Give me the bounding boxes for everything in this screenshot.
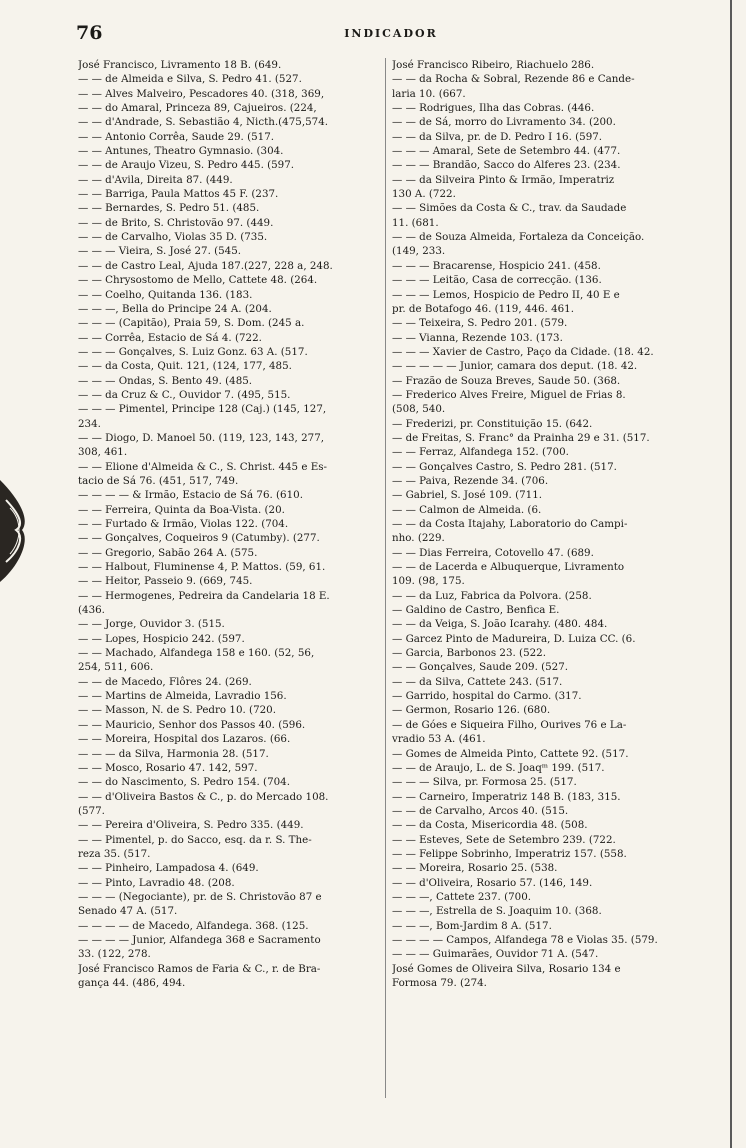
directory-entry-line: — — Paiva, Rezende 34. (706. bbox=[392, 474, 549, 487]
directory-entry-line: nho. (229. bbox=[392, 532, 445, 545]
directory-entry-line: — — — — — Junior, camara dos deput. (18. 42. bbox=[392, 360, 638, 373]
directory-entry-line: — — — da Silva, Harmonia 28. (517. bbox=[78, 747, 269, 760]
directory-entry-line: — Frederico Alves Freire, Miguel de Frias 8. bbox=[392, 388, 626, 401]
directory-entry-line: — — de Macedo, Flôres 24. (269. bbox=[78, 675, 252, 688]
directory-entry-line: — — Rodrigues, Ilha das Cobras. (446. bbox=[392, 102, 595, 115]
directory-entry-line: — — Teixeira, S. Pedro 201. (579. bbox=[392, 317, 568, 330]
directory-entry-line: — — — Silva, pr. Formosa 25. (517. bbox=[392, 776, 577, 789]
directory-entry-line: — — Halbout, Fluminense 4, P. Mattos. (59, 61. bbox=[78, 561, 326, 574]
directory-entry-line: — — — — & Irmão, Estacio de Sá 76. (610. bbox=[78, 489, 303, 502]
directory-entry-line: — — Corrêa, Estacio de Sá 4. (722. bbox=[78, 331, 262, 344]
directory-entry-line: — — —, Cattete 237. (700. bbox=[392, 890, 532, 903]
directory-entry-line: — — Antunes, Theatro Gymnasio. (304. bbox=[78, 145, 284, 158]
directory-entry-line: — — Pinto, Lavradio 48. (208. bbox=[78, 876, 235, 889]
directory-entry-line: — Garcia, Barbonos 23. (522. bbox=[392, 647, 547, 660]
directory-entry-line: — — Furtado & Irmão, Violas 122. (704. bbox=[78, 518, 289, 530]
directory-entry-line: laria 10. (667. bbox=[392, 87, 466, 100]
directory-entry-line: 33. (122, 278. bbox=[78, 948, 151, 961]
directory-entry-line: — — de Carvalho, Arcos 40. (515. bbox=[392, 804, 569, 817]
directory-entry-line: — — do Nascimento, S. Pedro 154. (704. bbox=[78, 776, 290, 789]
directory-entry-line: — — — Amaral, Sete de Setembro 44. (477. bbox=[392, 145, 621, 158]
directory-entry-line: José Francisco Ribeiro, Riachuelo 286. bbox=[392, 59, 595, 71]
directory-entry-line: reza 35. (517. bbox=[78, 847, 151, 860]
page-number: 76 bbox=[76, 22, 103, 44]
directory-entry-line: — — — Ondas, S. Bento 49. (485. bbox=[78, 374, 253, 387]
directory-entry-line: (149, 233. bbox=[392, 245, 446, 258]
directory-entry-line: (436. bbox=[78, 604, 105, 617]
directory-entry-line: — — — Lemos, Hospicio de Pedro II, 40 E e bbox=[392, 288, 620, 301]
directory-entry-line: — — — (Negociante), pr. de S. Christovão 87 e bbox=[78, 890, 322, 903]
directory-entry-line: — — — Xavier de Castro, Paço da Cidade. (18. 42. bbox=[392, 345, 654, 358]
directory-entry-line: — — d'Andrade, S. Sebastião 4, Nicth.(475,574. bbox=[78, 116, 329, 129]
directory-entry-line: — — de Araujo Vizeu, S. Pedro 445. (597. bbox=[78, 159, 295, 172]
directory-entry-line: — — Machado, Alfandega 158 e 160. (52, 56, bbox=[78, 647, 315, 660]
directory-entry-line: — — de Souza Almeida, Fortaleza da Conceição. bbox=[392, 231, 645, 244]
directory-entry-line: — — da Costa Itajahy, Laboratorio do Campi- bbox=[392, 518, 628, 530]
directory-entry-line: — — Pinheiro, Lampadosa 4. (649. bbox=[78, 862, 259, 875]
directory-entry-line: — — de Almeida e Silva, S. Pedro 41. (527. bbox=[78, 73, 302, 86]
directory-entry-line: — — Gonçalves, Saude 209. (527. bbox=[392, 661, 569, 674]
directory-entry-line: — — da Silva, Cattete 243. (517. bbox=[392, 675, 563, 688]
directory-entry-line: pr. de Botafogo 46. (119, 446. 461. bbox=[392, 302, 574, 315]
directory-entry-line: 308, 461. bbox=[78, 446, 128, 459]
right-column bbox=[392, 58, 718, 990]
directory-entry-line: — — da Rocha & Sobral, Rezende 86 e Cande- bbox=[392, 73, 635, 86]
directory-entry-line: — — da Silveira Pinto & Irmão, Imperatriz bbox=[392, 173, 615, 186]
directory-entry-line: — — — — Campos, Alfandega 78 e Violas 35. (579. bbox=[392, 933, 658, 946]
directory-entry-line: — — Gonçalves, Coqueiros 9 (Catumby). (277. bbox=[78, 532, 320, 545]
directory-entry-line: — — — Vieira, S. José 27. (545. bbox=[78, 245, 242, 258]
directory-entry-line: — — — (Capitão), Praia 59, S. Dom. (245 a. bbox=[78, 317, 305, 330]
directory-entry-line: — — d'Oliveira, Rosario 57. (146, 149. bbox=[392, 876, 593, 889]
directory-entry-line: — — da Luz, Fabrica da Polvora. (258. bbox=[392, 589, 592, 602]
directory-entry-line: — — Diogo, D. Manoel 50. (119, 123, 143, 277, bbox=[78, 431, 325, 444]
directory-entry-line: — — Antonio Corrêa, Saude 29. (517. bbox=[78, 130, 275, 143]
directory-entry-line: — — Ferreira, Quinta da Boa-Vista. (20. bbox=[78, 503, 285, 516]
directory-entry-line: — — Moreira, Rosario 25. (538. bbox=[392, 862, 558, 875]
directory-entry-line: — Frederizi, pr. Constituição 15. (642. bbox=[392, 417, 593, 430]
directory-entry-line: — — Esteves, Sete de Setembro 239. (722. bbox=[392, 833, 616, 846]
directory-entry-line: vradio 53 A. (461. bbox=[392, 733, 486, 746]
directory-entry-line: — — — — de Macedo, Alfandega. 368. (125. bbox=[78, 919, 309, 932]
directory-entry-line: — — Jorge, Ouvidor 3. (515. bbox=[78, 618, 225, 631]
directory-entry-line: — — Simões da Costa & C., trav. da Saudade bbox=[392, 202, 627, 215]
directory-entry-line: — — de Sá, morro do Livramento 34. (200. bbox=[392, 116, 616, 129]
directory-entry-line: — — Gonçalves Castro, S. Pedro 281. (517. bbox=[392, 460, 617, 473]
directory-entry-line: — — d'Oliveira Bastos & C., p. do Mercado 108. bbox=[78, 790, 329, 803]
directory-entry-line: — Garcez Pinto de Madureira, D. Luiza CC. (6. bbox=[392, 632, 636, 645]
directory-entry-line: José Gomes de Oliveira Silva, Rosario 134 e bbox=[392, 962, 621, 975]
directory-entry-line: — — — Bracarense, Hospicio 241. (458. bbox=[392, 259, 601, 272]
directory-entry-line: 254, 511, 606. bbox=[78, 661, 154, 674]
directory-entry-line: — — —, Estrella de S. Joaquim 10. (368. bbox=[392, 905, 602, 918]
directory-entry-line: — Galdino de Castro, Benfica E. bbox=[392, 604, 560, 617]
directory-entry-line: — — — Brandão, Sacco do Alferes 23. (234. bbox=[392, 159, 621, 172]
directory-entry-line: — — da Costa, Quit. 121, (124, 177, 485. bbox=[78, 360, 292, 373]
directory-entry-line: tacio de Sá 76. (451, 517, 749. bbox=[78, 474, 239, 487]
directory-entry-line: — — Dias Ferreira, Cotovello 47. (689. bbox=[392, 546, 594, 559]
directory-entry-line: — Germon, Rosario 126. (680. bbox=[392, 704, 551, 717]
directory-entry-line: — — — Leitão, Casa de correcção. (136. bbox=[392, 274, 602, 287]
directory-entry-line: — — —, Bom-Jardim 8 A. (517. bbox=[392, 919, 552, 932]
directory-entry-line: — — de Castro Leal, Ajuda 187.(227, 228 a, 248. bbox=[78, 259, 333, 272]
directory-entry-line: — — de Brito, S. Christovão 97. (449. bbox=[78, 216, 274, 229]
page-title: INDICADOR bbox=[344, 27, 438, 40]
directory-entry-line: gança 44. (486, 494. bbox=[78, 977, 186, 989]
left-column bbox=[78, 58, 382, 990]
directory-entry-line: — — — Pimentel, Principe 128 (Caj.) (145, 127, bbox=[78, 403, 327, 416]
directory-entry-line: — — Heitor, Passeio 9. (669, 745. bbox=[78, 575, 253, 588]
directory-entry-line: — — Chrysostomo de Mello, Cattete 48. (264. bbox=[78, 274, 318, 287]
directory-entry-line: Formosa 79. (274. bbox=[392, 977, 487, 989]
directory-entry-line: 234. bbox=[78, 417, 101, 430]
page-edge-rule bbox=[730, 0, 732, 1148]
directory-entry-line: — — Hermogenes, Pedreira da Candelaria 18 E. bbox=[78, 589, 330, 602]
directory-entry-line: — — Vianna, Rezende 103. (173. bbox=[392, 331, 563, 344]
directory-entry-line: Senado 47 A. (517. bbox=[78, 905, 178, 918]
directory-entry-line: José Francisco, Livramento 18 B. (649. bbox=[78, 59, 282, 71]
directory-entry-line: — — Gregorio, Sabão 264 A. (575. bbox=[78, 546, 258, 559]
directory-entry-line: — — Moreira, Hospital dos Lazaros. (66. bbox=[78, 733, 291, 746]
directory-entry-line: — — — — Junior, Alfandega 368 e Sacramento bbox=[78, 933, 321, 946]
directory-entry-line: — — — Guimarães, Ouvidor 71 A. (547. bbox=[392, 948, 599, 961]
directory-entry-line: — — Ferraz, Alfandega 152. (700. bbox=[392, 446, 569, 459]
directory-entry-line: — — da Veiga, S. João Icarahy. (480. 484. bbox=[392, 618, 608, 631]
directory-entry-line: — — Martins de Almeida, Lavradio 156. bbox=[78, 690, 287, 703]
directory-entry-line: — Garrido, hospital do Carmo. (317. bbox=[392, 690, 582, 703]
directory-entry-line: — Frazão de Souza Breves, Saude 50. (368. bbox=[392, 374, 621, 387]
page-header bbox=[76, 22, 706, 44]
directory-entry-line: — — de Lacerda e Albuquerque, Livramento bbox=[392, 561, 625, 574]
directory-entry-line: — — da Cruz & C., Ouvidor 7. (495, 515. bbox=[78, 388, 291, 401]
directory-entry-line: — — do Amaral, Princeza 89, Cajueiros. (224, bbox=[78, 102, 317, 115]
directory-entry-line: — — d'Avila, Direita 87. (449. bbox=[78, 173, 233, 186]
directory-entry-line: — de Góes e Siqueira Filho, Ourives 76 e La- bbox=[392, 718, 627, 731]
directory-entry-line: — — Alves Malveiro, Pescadores 40. (318, 369, bbox=[78, 87, 325, 100]
directory-entry-line: — — Mauricio, Senhor dos Passos 40. (596. bbox=[78, 718, 306, 731]
directory-entry-line: — — da Costa, Misericordia 48. (508. bbox=[392, 819, 588, 832]
directory-entry-line: — — Lopes, Hospicio 242. (597. bbox=[78, 632, 245, 645]
directory-entry-line: — — da Silva, pr. de D. Pedro I 16. (597. bbox=[392, 130, 603, 143]
directory-entry-line: (577. bbox=[78, 804, 105, 817]
directory-entry-line: — — Mosco, Rosario 47. 142, 597. bbox=[78, 761, 258, 774]
directory-entry-line: — — — Gonçalves, S. Luiz Gonz. 63 A. (517. bbox=[78, 345, 308, 358]
directory-entry-line: — Gabriel, S. José 109. (711. bbox=[392, 489, 543, 502]
directory-entry-line: — — —, Bella do Principe 24 A. (204. bbox=[78, 302, 272, 315]
directory-entry-line: — — Felippe Sobrinho, Imperatriz 157. (558. bbox=[392, 847, 627, 860]
directory-entry-line: — — de Araujo, L. de S. Joaqᵐ 199. (517. bbox=[392, 761, 605, 774]
directory-entry-line: — — Barriga, Paula Mattos 45 F. (237. bbox=[78, 188, 279, 201]
directory-entry-line: — — Bernardes, S. Pedro 51. (485. bbox=[78, 202, 260, 215]
directory-entry-line: José Francisco Ramos de Faria & C., r. de Bra- bbox=[78, 962, 321, 975]
directory-entry-line: — — de Carvalho, Violas 35 D. (735. bbox=[78, 231, 268, 244]
directory-entry-line: — — Elione d'Almeida & C., S. Christ. 445 e Es- bbox=[78, 460, 328, 473]
directory-entry-line: — — Coelho, Quitanda 136. (183. bbox=[78, 288, 253, 301]
directory-entry-line: — Gomes de Almeida Pinto, Cattete 92. (517. bbox=[392, 747, 629, 760]
directory-entry-line: — — Calmon de Almeida. (6. bbox=[392, 503, 542, 516]
column-divider bbox=[385, 58, 386, 1098]
directory-entry-line: — — Pereira d'Oliveira, S. Pedro 335. (449. bbox=[78, 819, 304, 832]
directory-entry-line: 130 A. (722. bbox=[392, 188, 456, 201]
directory-entry-line: — de Freitas, S. Franc° da Prainha 29 e 31. (517. bbox=[392, 431, 650, 444]
directory-entry-line: — — Masson, N. de S. Pedro 10. (720. bbox=[78, 704, 276, 717]
directory-entry-line: — — Pimentel, p. do Sacco, esq. da r. S. The- bbox=[78, 833, 312, 846]
directory-entry-line: 109. (98, 175. bbox=[392, 575, 465, 588]
directory-entry-line: — — Carneiro, Imperatriz 148 B. (183, 315. bbox=[392, 790, 621, 803]
directory-entry-line: (508, 540. bbox=[392, 403, 446, 416]
directory-entry-line: 11. (681. bbox=[392, 216, 439, 229]
binding-shadow bbox=[0, 470, 50, 590]
